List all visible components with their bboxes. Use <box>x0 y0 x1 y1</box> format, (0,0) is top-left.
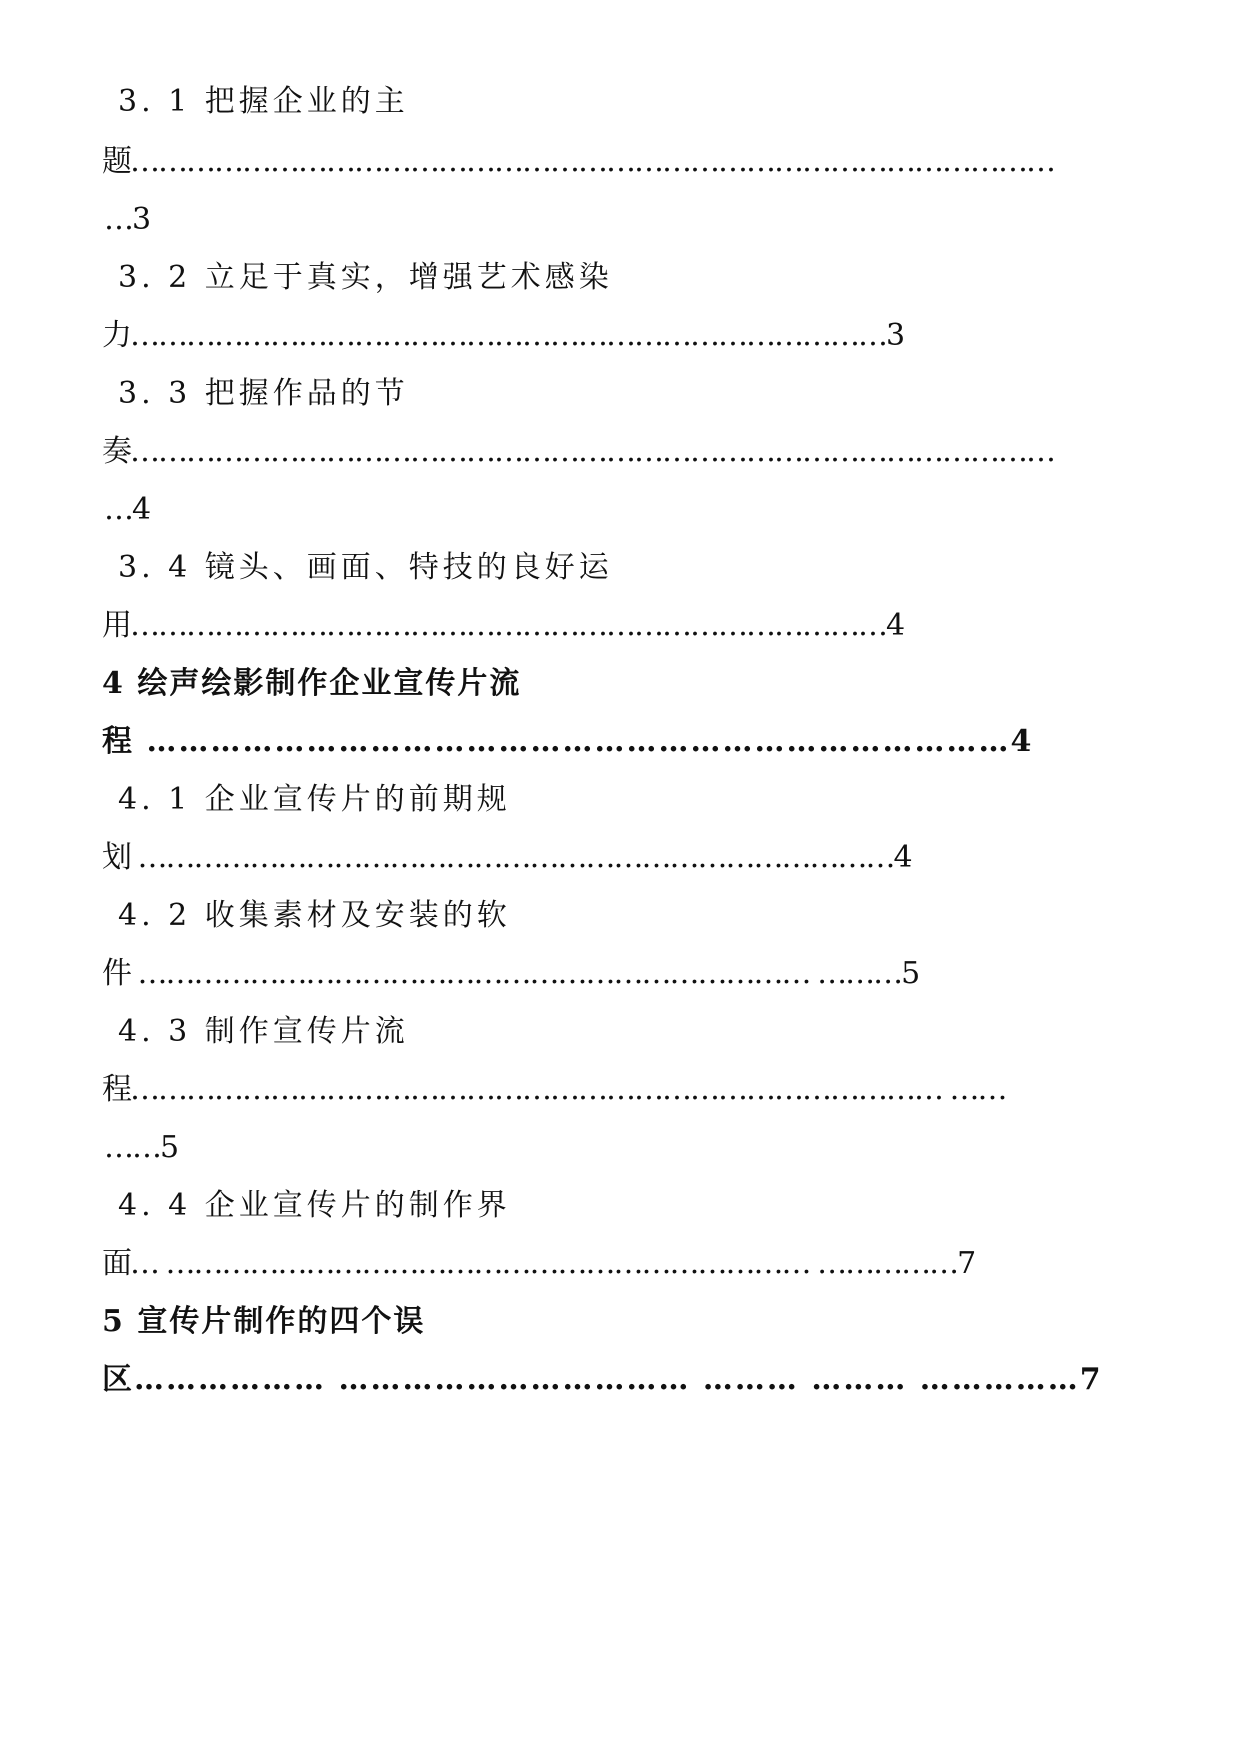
toc-entry-5-heading: 5 宣传片制作的四个误 <box>102 1304 426 1339</box>
toc-entry-4-leader: 程 ………………………………………………………………………4 <box>102 724 1034 759</box>
toc-entry-4-2-heading: 4. 2 收集素材及安装的软 <box>118 898 511 933</box>
toc-entry-3-3-page: …4 <box>104 492 150 527</box>
toc-entry-4-4-leader: 面… …………………………………………………………… ……………7 <box>102 1246 975 1281</box>
toc-entry-4-3-leader: 程…………………………………………………………………………… …… <box>102 1072 1006 1107</box>
toc-entry-3-1-page: …3 <box>104 202 150 237</box>
toc-entry-4-heading: 4 绘声绘影制作企业宣传片流 <box>102 666 522 701</box>
toc-entry-3-4-heading: 3. 4 镜头、画面、特技的良好运 <box>118 550 613 585</box>
toc-entry-3-1-heading: 3. 1 把握企业的主 <box>118 84 409 119</box>
toc-entry-3-4-leader: 用………………………………………………………………………4 <box>102 608 904 643</box>
toc-entry-3-3-leader: 奏……………………………………………………………………………………… <box>102 434 1054 469</box>
toc-entry-4-1-heading: 4. 1 企业宣传片的前期规 <box>118 782 511 817</box>
toc-entry-5-leader: 区……………… …………………………… ……… ……… ……………7 <box>102 1362 1103 1397</box>
toc-entry-3-2-heading: 3. 2 立足于真实，增强艺术感染 <box>118 260 613 295</box>
toc-entry-3-3-heading: 3. 3 把握作品的节 <box>118 376 409 411</box>
toc-entry-4-4-heading: 4. 4 企业宣传片的制作界 <box>118 1188 511 1223</box>
toc-entry-4-3-page: ……5 <box>104 1130 178 1165</box>
toc-entry-4-2-leader: 件 ……………………………………………………………… ………5 <box>102 956 919 991</box>
toc-entry-4-1-leader: 划 ………………………………………………………………………4 <box>102 840 911 875</box>
toc-entry-4-3-heading: 4. 3 制作宣传片流 <box>118 1014 409 1049</box>
toc-entry-3-2-leader: 力………………………………………………………………………3 <box>102 318 904 353</box>
toc-entry-3-1-leader: 题……………………………………………………………………………………… <box>102 144 1054 179</box>
